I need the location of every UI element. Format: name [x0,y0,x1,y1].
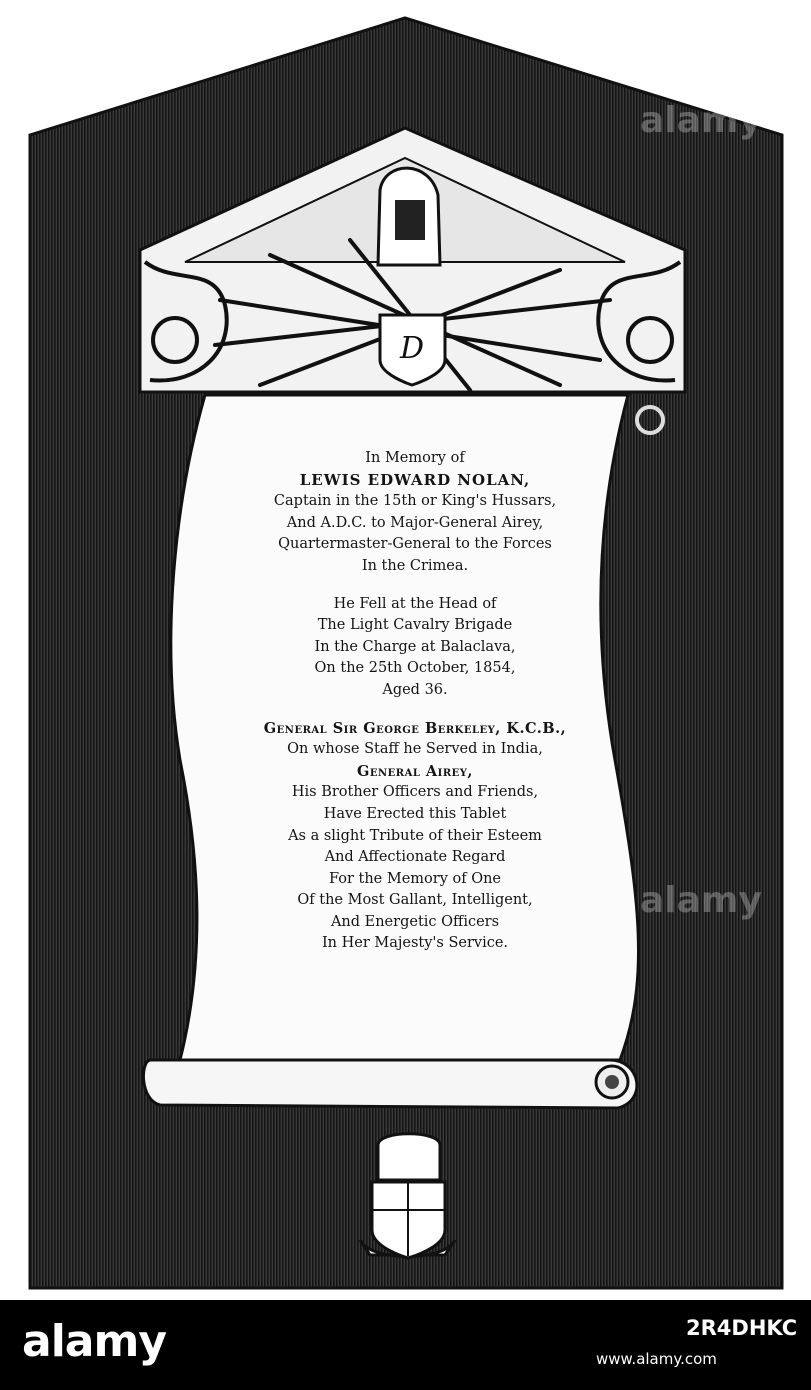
watermark: alamy [640,100,762,141]
inscription-line: In the Crimea. [361,557,469,574]
inscription-line: For the Memory of One [328,870,502,887]
alamy-logo: alamy [22,1316,166,1367]
inscription-dedicator: General Sir George Berkeley, K.C.B., [263,719,567,737]
inscription-line: In Memory of [365,450,465,466]
inscription-line: The Light Cavalry Brigade [317,617,513,634]
inscription-line: On the 25th October, 1854, [314,660,516,677]
inscription-line: His Brother Officers and Friends, [291,784,539,801]
inscription-line: Captain in the 15th or King's Hussars, [273,493,557,510]
inscription-dedicator: General Airey, [357,762,473,780]
inscription-line: On whose Staff he Served in India, [287,741,543,758]
image-id: 2R4DHKC [686,1316,798,1340]
inscription-line: Of the Most Gallant, Intelligent, [297,892,533,909]
inscription-line: In Her Majesty's Service. [321,935,509,952]
inscription-line: As a slight Tribute of their Esteem [288,827,542,844]
banner-url: www.alamy.com [596,1350,717,1368]
inscription-line: And Affectionate Regard [324,849,506,866]
watermark: alamy [640,880,762,921]
inscription-line: And A.D.C. to Major-General Airey, [286,514,544,531]
inscription-line: Aged 36. [382,681,448,698]
inscription-line: He Fell at the Head of [333,595,497,612]
inscription-line: Quartermaster-General to the Forces [278,536,552,553]
memorial-inscription [180,448,650,955]
svg-text:D: D [399,331,425,366]
inscription-line: Have Erected this Tablet [323,805,507,822]
inscription-name: LEWIS EDWARD NOLAN, [299,470,531,489]
inscription-line: And Energetic Officers [330,913,500,930]
inscription-line: In the Charge at Balaclava, [314,638,516,655]
